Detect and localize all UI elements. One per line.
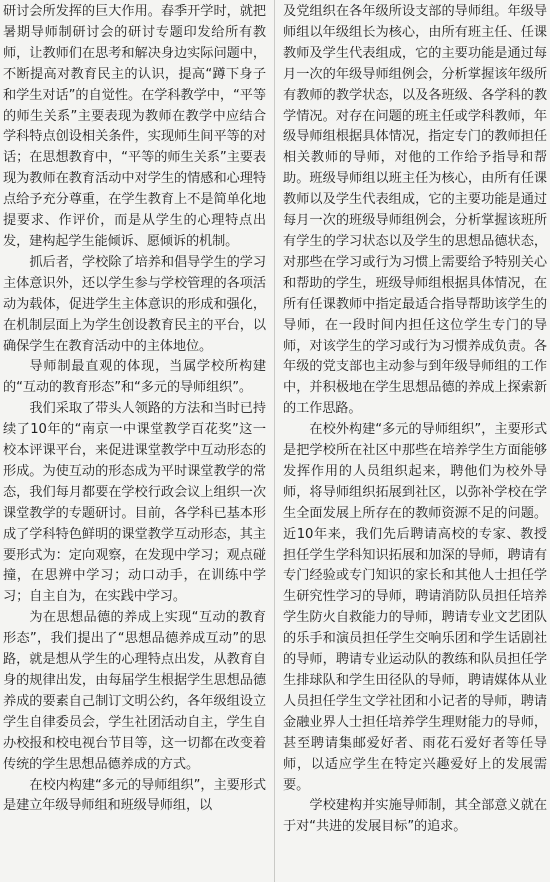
paragraph: 为在思想品德的养成上实现“互动的教育形态”，我们提出了“思想品德养成互动”的思路，就是想从学生的心理特点出发，从教育自身的规律出发，由每届学生根据学生思想品德养成的要素自己制订文明公约，各年级组设立学生自律委员会，学生社团活动自主，学生自办校报和校电视台节目等，这一切都在改变着传统的学生思想品德养成的方式。 [3, 610, 266, 772]
paragraph: 及党组织在各年级所设支部的导师组。年级导师组以年级组长为核心，由所有班主任、任课教师及学生代表组成，它的主要功能是通过每月一次的年级导师组例会，分析掌握该年级所有教师的教学状态，以及各班级、各学科的教学情况。对存在问题的班主任或学科教师，年级导师组根据具体情况，指定专门的教师担任相关教师的导师，对他的工作给予指导和帮助。班级导师组以班主任为核心，由所有任课教师以及学生代表组成，它的主要功能是通过每月一次的班级导师组例会，分析掌握该班所有学生的学习状态以及学生的思想品德状态，对那些在学习或行为习惯上需要给予特别关心和帮助的学生，班级导师组根据具体情况，在所有任课教师中指定最适合指导帮助该学生的导师，在一段时间内担任这位学生专门的导师，对该学生的学习或行为习惯养成负责。各年级的党支部也主动参与到年级导师组的工作中，并积极地在学生思想品德的养成上探索新的工作思路。 [283, 4, 547, 417]
paragraph: 我们采取了带头人领路的方法和当时已持续了10年的“南京一中课堂教学百花奖”这一校本评课平台，来促进课堂教学中互动形态的形成。为使互动的形态成为平时课堂教学的常态，我们每月都要在学校行政会议上组织一次课堂教学的专题研讨。目前，各学科已基本形成了学科特色鲜明的课堂教学互动形态，其主要形式为：定向观察，在发现中学习；观点碰撞，在思辨中学习；动口动手，在训练中学习；自主自为，在实践中学习。 [3, 401, 266, 605]
paragraph: 在校外构建“多元的导师组织”，主要形式是把学校所在社区中那些在培养学生方面能够发挥作用的人员组织起来，聘他们为校外导师，将导师组织拓展到社区，以弥补学校在学生全面发展上所存在的教师资源不足的问题。近10年来，我们先后聘请高校的专家、教授担任学生学科知识拓展和加深的导师，聘请有专门经验或专门知识的家长和其他人士担任学生研究性学习的导师，聘请消防队员担任培养学生防火自救能力的导师，聘请专业文艺团队的乐手和演员担任学生交响乐团和学生话剧社的导师，聘请专业运动队的教练和队员担任学生排球队和学生田径队的导师，聘请媒体从业人员担任学生文学社团和小记者的导师，聘请金融业界人士担任培养学生理财能力的导师，甚至聘请集邮爱好者、雨花石爱好者等任导师，以适应学生在特定兴趣爱好上的发展需要。 [283, 422, 547, 793]
column-divider [274, 0, 275, 882]
paragraph: 在校内构建“多元的导师组织”，主要形式是建立年级导师组和班级导师组，以 [3, 777, 266, 814]
left-column [3, 2, 266, 817]
paragraph: 抓后者，学校除了培养和倡导学生的学习主体意识外，还以学生参与学校管理的各项活动为载体，促进学生主体意识的形成和强化，在机制层面上为学生创设教育民主的平台，以确保学生在教育活动中的主体地位。 [3, 254, 266, 354]
paragraph: 研讨会所发挥的巨大作用。春季开学时，就把暑期导师制研讨会的研讨专题印发给所有教师，让教师们在思考和解决身边实际问题中，不断提高对教育民主的认识，提高“蹲下身子和学生对话”的自觉性。在学科教学中，“平等的师生关系”主要表现为教师在教学中应结合学科特点创设相关条件，实现师生间平等的对话；在思想教育中，“平等的师生关系”主要表现为教师在教育活动中对学生的情感和心理特点给予充分尊重，在学生教育上不是简单化地提要求、作评价，而是从学生的心理特点出发，建构起学生能倾诉、愿倾诉的机制。 [3, 4, 266, 249]
paragraph: 学校建构并实施导师制，其全部意义就在于对“共进的发展目标”的追求。 [283, 798, 547, 835]
right-column [283, 2, 547, 838]
paragraph: 导师制最直观的体现，当属学校所构建的“互动的教育形态”和“多元的导师组织”。 [3, 359, 266, 396]
